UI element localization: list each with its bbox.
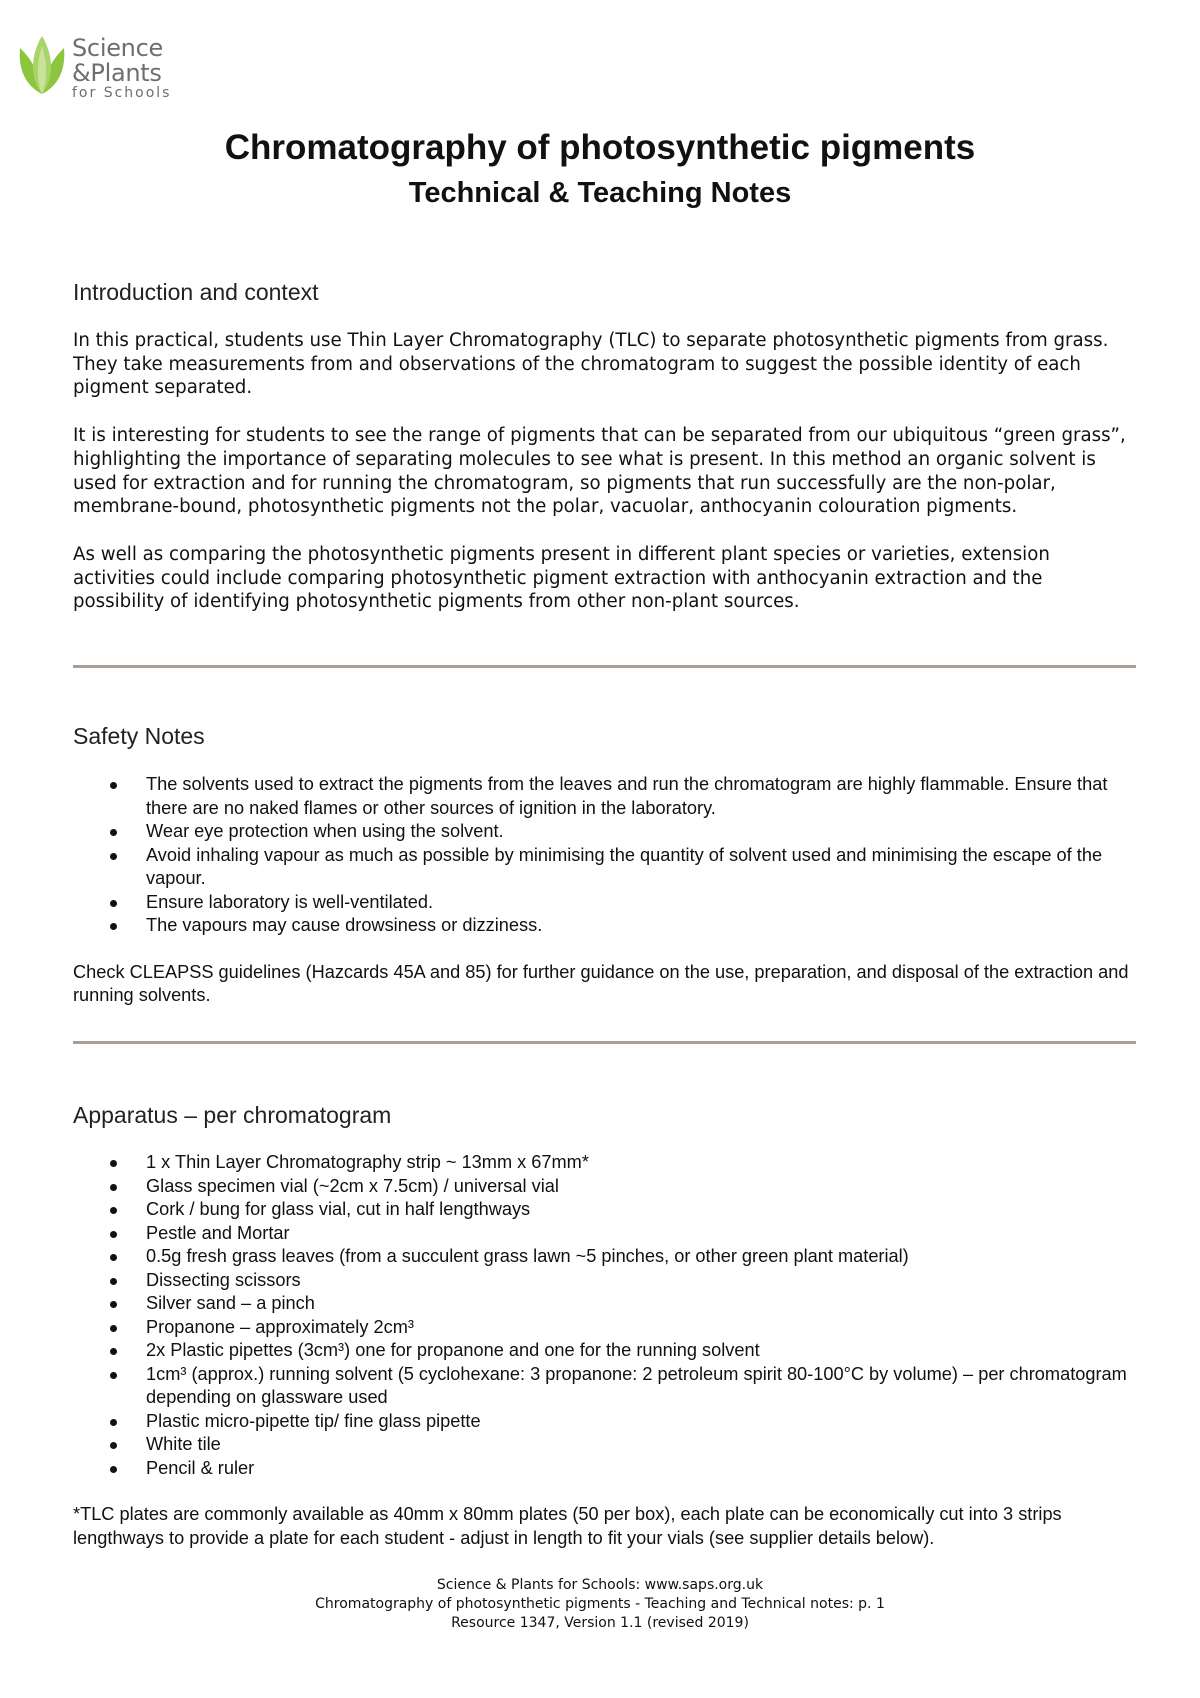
intro-heading: Introduction and context — [73, 279, 319, 305]
page-title: Chromatography of photosynthetic pigments — [224, 128, 976, 167]
bullet-icon — [110, 1207, 117, 1214]
list-item: The vapours may cause drowsiness or dizziness. — [73, 914, 1133, 938]
bullet-icon — [110, 923, 117, 930]
bullet-icon — [110, 1160, 117, 1167]
list-item: Avoid inhaling vapour as much as possible by minimising the quantity of solvent used and minimising the escape of the vapour. — [73, 844, 1133, 891]
bullet-icon — [110, 1278, 117, 1285]
bullet-icon — [110, 1466, 117, 1473]
footer-title: Chromatography of photosynthetic pigments - Teaching and Technical notes: p. 1 — [315, 1596, 885, 1612]
bullet-icon — [110, 1231, 117, 1238]
bullet-icon — [110, 829, 117, 836]
safety-heading: Safety Notes — [73, 723, 205, 749]
apparatus-section — [73, 1102, 1133, 1550]
section-divider — [73, 665, 1136, 668]
list-item: 0.5g fresh grass leaves (from a succulent grass lawn ~5 pinches, or other green plant material) — [73, 1245, 1133, 1269]
apparatus-list — [73, 1151, 1133, 1480]
list-item: Dissecting scissors — [73, 1269, 1133, 1293]
bullet-icon — [110, 1372, 117, 1379]
leaf-logo-icon — [16, 34, 68, 96]
intro-paragraph: In this practical, students use Thin Layer Chromatography (TLC) to separate photosynthetic pigments from grass. They take measurements from and observations of the chromatogram to suggest the possible identity of each pigment separated. — [73, 330, 1109, 399]
intro-paragraph: It is interesting for students to see the range of pigments that can be separated from our ubiquitous “green grass”, highlighting the importance of separating molecules to see what is present. In this method an organic solvent is used for extraction and for running the chromatogram, so pigments that run successfully are the non-polar, membrane-bound, photosynthetic pigments not the polar, vacuolar, anthocyanin colouration pigments. — [73, 425, 1126, 518]
bullet-icon — [110, 853, 117, 860]
logo-line-schools: for Schools — [72, 85, 172, 101]
page-footer — [0, 1576, 1200, 1633]
page-subtitle: Technical & Teaching Notes — [408, 177, 792, 209]
intro-paragraph: As well as comparing the photosynthetic pigments present in different plant species or varieties, extension activities could include comparing photosynthetic pigment extraction with anthocyanin extraction and the possibility of identifying photosynthetic pigments from other non-plant sources. — [73, 543, 1050, 613]
apparatus-heading: Apparatus – per chromatogram — [73, 1102, 392, 1128]
safety-list — [73, 773, 1133, 938]
list-item: White tile — [73, 1433, 1133, 1457]
list-item: Ensure laboratory is well-ventilated. — [73, 891, 1133, 915]
bullet-icon — [110, 1184, 117, 1191]
list-item: 1 x Thin Layer Chromatography strip ~ 13mm x 67mm* — [73, 1151, 1133, 1175]
list-item: Cork / bung for glass vial, cut in half lengthways — [73, 1198, 1133, 1222]
list-item: 2x Plastic pipettes (3cm³) one for propanone and one for the running solvent — [73, 1339, 1133, 1363]
list-item: Pencil & ruler — [73, 1457, 1133, 1481]
logo-line-science: Science — [72, 34, 163, 62]
bullet-icon — [110, 1301, 117, 1308]
bullet-icon — [110, 782, 117, 789]
bullet-icon — [110, 1419, 117, 1426]
bullet-icon — [110, 900, 117, 907]
bullet-icon — [110, 1325, 117, 1332]
logo-line-plants: &Plants — [72, 59, 162, 87]
intro-section — [73, 279, 1133, 614]
section-divider — [73, 1041, 1136, 1044]
list-item: Propanone – approximately 2cm³ — [73, 1316, 1133, 1340]
list-item: Wear eye protection when using the solvent. — [73, 820, 1133, 844]
footer-version: Resource 1347, Version 1.1 (revised 2019) — [451, 1615, 749, 1631]
list-item: 1cm³ (approx.) running solvent (5 cyclohexane: 3 propanone: 2 petroleum spirit 80-100°C by volume) – per chromatogram depending on glassware used — [73, 1363, 1133, 1410]
tlc-plate-note: *TLC plates are commonly available as 40mm x 80mm plates (50 per box), each plate can be economically cut into 3 strips lengthways to provide a plate for each student - adjust in length to fit your vials (see supplier details below). — [73, 1504, 1062, 1548]
list-item: Glass specimen vial (~2cm x 7.5cm) / universal vial — [73, 1175, 1133, 1199]
safety-section — [73, 723, 1133, 1008]
bullet-icon — [110, 1442, 117, 1449]
list-item: Pestle and Mortar — [73, 1222, 1133, 1246]
list-item: Silver sand – a pinch — [73, 1292, 1133, 1316]
list-item: The solvents used to extract the pigments from the leaves and run the chromatogram are highly flammable. Ensure that there are no naked flames or other sources of ignition in the laboratory. — [73, 773, 1133, 820]
footer-site: Science & Plants for Schools: www.saps.org.uk — [436, 1577, 764, 1593]
saps-logo — [16, 34, 186, 100]
bullet-icon — [110, 1348, 117, 1355]
list-item: Plastic micro-pipette tip/ fine glass pipette — [73, 1410, 1133, 1434]
bullet-icon — [110, 1254, 117, 1261]
cleapss-note: Check CLEAPSS guidelines (Hazcards 45A and 85) for further guidance on the use, preparation, and disposal of the extraction and running solvents. — [73, 961, 1129, 1005]
